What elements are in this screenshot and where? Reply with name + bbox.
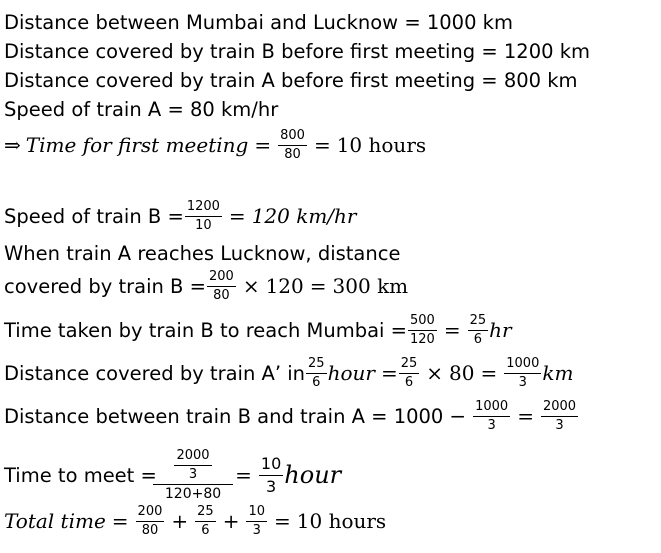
numerator: 500 [410, 312, 435, 328]
numerator [174, 449, 211, 484]
result: 120 km/hr [251, 204, 357, 228]
fraction [186, 200, 221, 233]
fraction [279, 129, 306, 162]
result: 300 km [332, 274, 409, 298]
label: Time for first meeting [25, 133, 249, 157]
factor: 120 [265, 274, 304, 298]
line-distance-mumbai-lucknow [4, 7, 513, 37]
inner-fraction [175, 449, 210, 482]
unit: hour [284, 461, 342, 489]
line-distance-train-a-prime [4, 355, 574, 390]
numerator: 25 [469, 312, 487, 328]
fraction [196, 505, 215, 538]
inner-denominator: 3 [174, 465, 211, 482]
line-when-train-a-reaches [4, 238, 400, 268]
line-speed-train-a [4, 94, 278, 124]
fraction [137, 505, 164, 538]
denominator: 80 [136, 521, 165, 538]
denominator: 3 [473, 416, 510, 433]
denominator: 80 [207, 286, 236, 303]
denominator: 10 [185, 216, 222, 233]
line-distance-train-a [4, 65, 578, 95]
denominator: 6 [306, 373, 327, 390]
equals: = [480, 361, 498, 385]
denominator: 6 [468, 330, 489, 347]
numerator: 1000 [475, 398, 509, 414]
inner-numerator: 2000 [176, 448, 210, 463]
text: Distance covered by train B before first meeting = 1200 km [4, 39, 590, 63]
equals: = [111, 509, 129, 533]
implies-arrow: ⇒ [4, 133, 21, 157]
fraction [208, 270, 235, 303]
numerator: 1200 [186, 198, 220, 214]
line-time-to-meet [4, 448, 342, 502]
equals: = [254, 133, 272, 157]
text: When train A reaches Lucknow, distance [4, 241, 401, 265]
text: Distance covered by train A before first meeting = 800 km [4, 68, 578, 92]
numerator: 1000 [506, 355, 540, 371]
denominator: 120 [410, 331, 435, 347]
line-time-first-meeting [4, 127, 427, 162]
fraction [469, 314, 488, 347]
numerator: 10 [260, 453, 282, 473]
fraction [409, 314, 436, 347]
label: Time taken by train B to reach Mumbai = [4, 318, 407, 342]
label: covered by train B = [4, 274, 206, 298]
equals: = [313, 133, 331, 157]
numerator: 25 [308, 355, 325, 371]
fraction [505, 357, 540, 390]
times: × [426, 361, 444, 385]
line-covered-by-train-b [4, 268, 409, 303]
denominator: 80 [278, 145, 307, 162]
unit: km [542, 361, 574, 385]
minus: − [449, 404, 467, 428]
fraction [260, 455, 282, 496]
denominator: 3 [246, 521, 267, 538]
unit: hr [489, 318, 512, 342]
denominator: 3 [504, 373, 541, 390]
line-distance-train-b [4, 36, 590, 66]
equals: = [235, 463, 252, 487]
plus: + [222, 509, 240, 533]
denominator: 3 [259, 475, 283, 496]
equals: = [309, 274, 327, 298]
text: Speed of train A = 80 km/hr [4, 97, 279, 121]
factor: 80 [449, 361, 475, 385]
fraction [474, 400, 509, 433]
equals: = [517, 404, 534, 428]
times: × [242, 274, 260, 298]
line-total-time [4, 503, 387, 538]
compound-fraction [159, 449, 227, 501]
unit: hour [327, 361, 375, 385]
label: Time to meet = [4, 463, 157, 487]
denominator: 3 [541, 416, 578, 433]
label: Distance covered by train A’ in [4, 361, 306, 385]
numerator: 25 [197, 503, 214, 519]
equals: = [443, 318, 461, 342]
fraction [542, 400, 577, 433]
denominator: 120+80 [153, 484, 233, 501]
result: 10 hours [336, 133, 427, 157]
fraction [307, 357, 326, 390]
denominator: 6 [195, 521, 216, 538]
numerator: 25 [400, 355, 418, 371]
numerator: 2000 [542, 398, 577, 414]
numerator: 200 [137, 503, 163, 519]
line-distance-between-trains [4, 398, 579, 433]
result: 10 hours [296, 509, 387, 533]
label: Total time [4, 509, 106, 533]
label: Speed of train B = [4, 204, 184, 228]
line-speed-train-b [4, 198, 357, 233]
fraction [247, 505, 266, 538]
equals: = [380, 361, 398, 385]
fraction [400, 357, 419, 390]
line-time-train-b-mumbai [4, 312, 512, 347]
numerator: 800 [280, 127, 305, 143]
equals: = [228, 204, 246, 228]
label: Distance between train B and train A = 1000 [4, 404, 444, 428]
numerator: 200 [208, 268, 234, 284]
numerator: 10 [248, 503, 265, 519]
equals: = [274, 509, 291, 533]
text: Distance between Mumbai and Lucknow = 1000 km [4, 10, 513, 34]
denominator: 6 [399, 373, 420, 390]
plus: + [171, 509, 189, 533]
